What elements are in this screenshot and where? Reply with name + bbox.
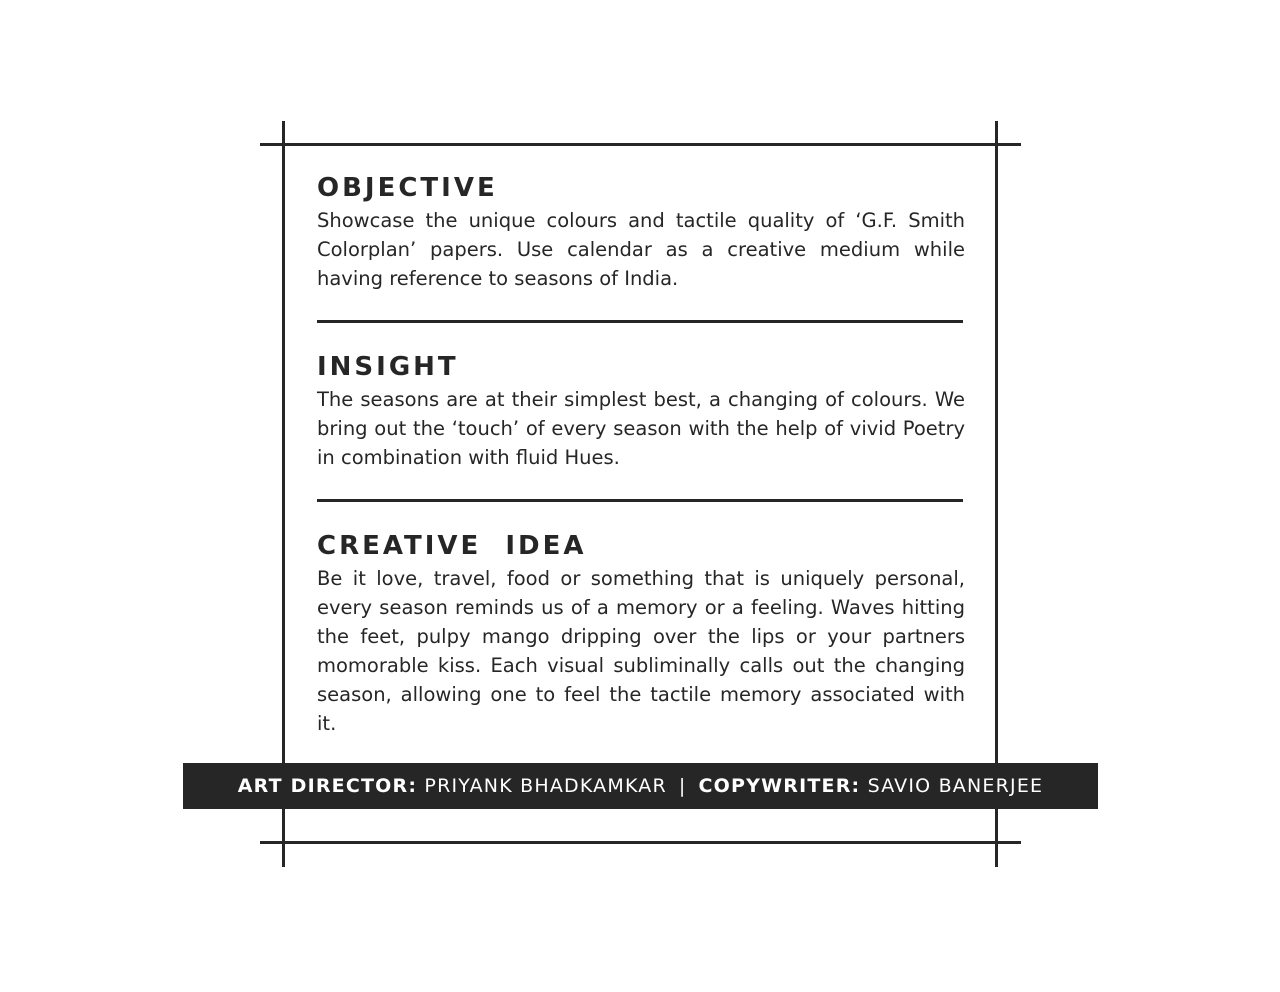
copywriter-name: SAVIO BANERJEE	[867, 775, 1044, 797]
insight-heading: INSIGHT	[317, 352, 459, 382]
insight-section	[317, 323, 965, 499]
objective-section	[317, 172, 965, 320]
creative-idea-heading: CREATIVE IDEA	[317, 531, 587, 561]
brief-content	[317, 172, 965, 738]
credits-bar	[183, 763, 1098, 809]
art-director-name: PRIYANK BHADKAMKAR	[424, 775, 667, 797]
frame-top-line	[260, 143, 1021, 146]
art-director-label: ART DIRECTOR:	[237, 775, 418, 797]
objective-text: Showcase the unique colours and tactile quality of ‘G.F. Smith Colorplan’ papers. Use calendar as a creative medium while having reference to seasons of India.	[317, 209, 965, 290]
copywriter-label: COPYWRITER:	[698, 775, 861, 797]
frame-bottom-line	[260, 841, 1021, 844]
frame-right-line	[995, 121, 998, 867]
objective-heading: OBJECTIVE	[317, 173, 498, 203]
credits-separator: |	[678, 775, 687, 797]
insight-text: The seasons are at their simplest best, a changing of colours. We bring out the ‘touch’ of every season with the help of vivid Poetry in combination with fluid Hues.	[317, 388, 965, 469]
creative-idea-text: Be it love, travel, food or something that is uniquely personal, every season reminds us of a memory or a feeling. Waves hitting the feet, pulpy mango dripping over the lips or your partners momorable kiss. Each visual subliminally calls out the changing season, allowing one to feel the tactile memory associated with it.	[317, 567, 965, 735]
creative-idea-section	[317, 502, 965, 738]
frame-left-line	[282, 121, 285, 867]
